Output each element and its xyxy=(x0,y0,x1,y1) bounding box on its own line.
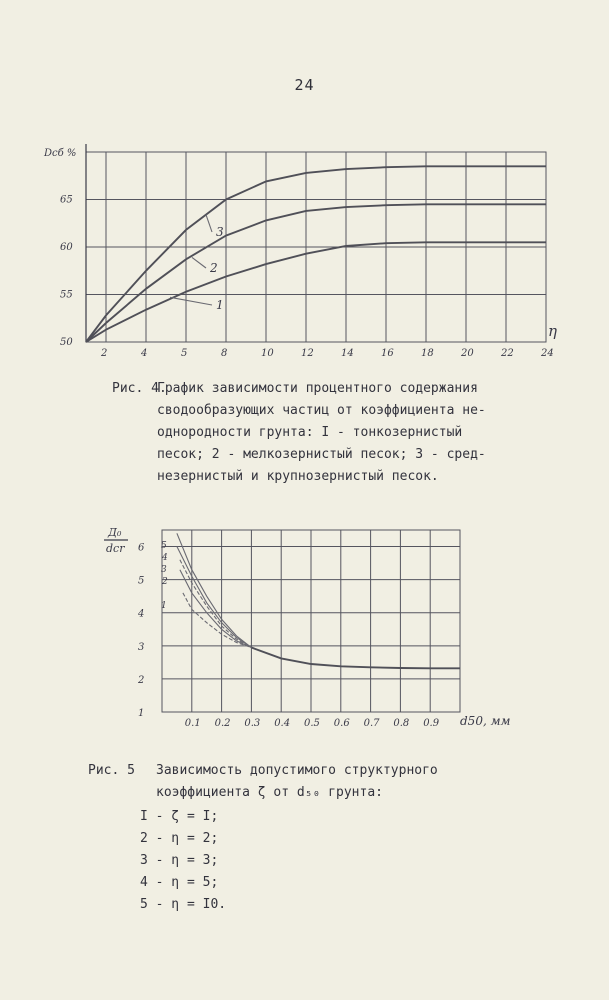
figure4-caption-line: песок; 2 - мелкозернистый песок; 3 - сред- xyxy=(157,447,486,462)
figure4-label: Рис. 4. xyxy=(112,381,167,396)
figure4-caption-line: График зависимости процентного содержания xyxy=(157,381,478,396)
page-number: 24 xyxy=(294,76,315,94)
chart2-x-tick-label: 0.2 xyxy=(214,718,231,729)
chart1-curve-label: 2 xyxy=(210,261,218,275)
chart1-x-tick-label: 20 xyxy=(461,348,474,359)
figure5-caption-line: коэффициента ζ от d₅₀ грунта: xyxy=(156,785,383,800)
chart1-x-tick-label: 2 xyxy=(101,348,108,359)
chart1-x-tick-label: 14 xyxy=(341,348,354,359)
chart2-y-tick-label: 5 xyxy=(138,575,145,587)
chart1-x-tick-label: 22 xyxy=(501,348,514,359)
chart1-y-tick-label: 50 xyxy=(60,337,73,348)
legend-item: I - ζ = I; xyxy=(140,809,219,824)
figure4-caption-line: однородности грунта: I - тонкозернистый xyxy=(157,425,463,440)
chart2-y-tick-label: 3 xyxy=(138,641,145,653)
chart2-curve-label: 5 xyxy=(161,541,167,551)
legend-item: 2 - η = 2; xyxy=(140,831,219,846)
figure4-caption-line: сводообразующих частиц от коэффициента не- xyxy=(157,403,486,418)
chart2-x-tick-label: 0.9 xyxy=(423,718,440,729)
chart1-x-tick-label: 5 xyxy=(181,348,188,359)
chart1-x-tick-label: 12 xyxy=(301,348,314,359)
figure5-legend xyxy=(140,806,226,916)
chart2-x-axis-label: d50, мм xyxy=(460,714,511,728)
chart2-y-tick-label: 6 xyxy=(138,542,145,554)
chart2-curve-label: 4 xyxy=(162,553,168,563)
chart1-x-tick-label: 8 xyxy=(221,348,228,359)
legend-item: 5 - η = I0. xyxy=(140,897,227,912)
chart2-x-tick-label: 0.5 xyxy=(304,718,320,729)
chart2-x-tick-label: 0.3 xyxy=(244,718,261,729)
chart2-grid xyxy=(162,530,460,712)
chart2-y-label-numerator: Д₀ xyxy=(108,526,122,539)
chart1-x-axis-label: η xyxy=(548,322,557,340)
chart2-ticks xyxy=(137,543,440,729)
chart2-curve-label: 1 xyxy=(161,601,167,611)
chart1-y-axis-label: Dсб % xyxy=(44,148,77,159)
chart1-curve-label: 3 xyxy=(216,225,224,239)
chart1-x-tick-label: 24 xyxy=(541,348,554,359)
chart2-series-5 xyxy=(177,533,252,647)
chart1-y-tick-label: 60 xyxy=(60,242,73,253)
chart2-x-tick-label: 0.6 xyxy=(333,718,350,729)
figure5-caption xyxy=(88,760,528,804)
figure5-caption-line: Зависимость допустимого структурного xyxy=(156,763,438,778)
chart2-y-tick-label: 4 xyxy=(138,608,145,620)
chart2-x-tick-label: 0.4 xyxy=(274,718,291,729)
chart2-x-tick-label: 0.8 xyxy=(393,718,410,729)
chart2-curve-label: 2 xyxy=(162,577,168,587)
chart1-y-tick-label: 65 xyxy=(60,194,73,206)
legend-item: 4 - η = 5; xyxy=(140,875,219,890)
chart2-series-common xyxy=(251,648,460,669)
chart2-y-label-denominator: dcr xyxy=(106,542,125,555)
chart1-x-tick-label: 18 xyxy=(421,348,434,359)
chart2-curve-label: 3 xyxy=(161,565,167,575)
chart1-x-tick-label: 10 xyxy=(261,348,274,359)
chart1-curve-label: 1 xyxy=(216,298,224,312)
chart1-x-tick-label: 4 xyxy=(141,348,148,359)
chart1-x-tick-label: 16 xyxy=(381,348,394,359)
chart2-x-tick-label: 0.1 xyxy=(184,718,201,729)
figure4-caption-line: незернистый и крупнозернистый песок. xyxy=(157,469,439,484)
legend-item: 3 - η = 3; xyxy=(140,853,219,868)
chart2-y-tick-label: 2 xyxy=(138,674,145,686)
chart2-y-tick-label: 1 xyxy=(138,708,145,719)
chart2-x-tick-label: 0.7 xyxy=(363,718,380,729)
figure5-label: Рис. 5 xyxy=(88,763,135,778)
chart1-y-tick-label: 55 xyxy=(60,289,73,301)
